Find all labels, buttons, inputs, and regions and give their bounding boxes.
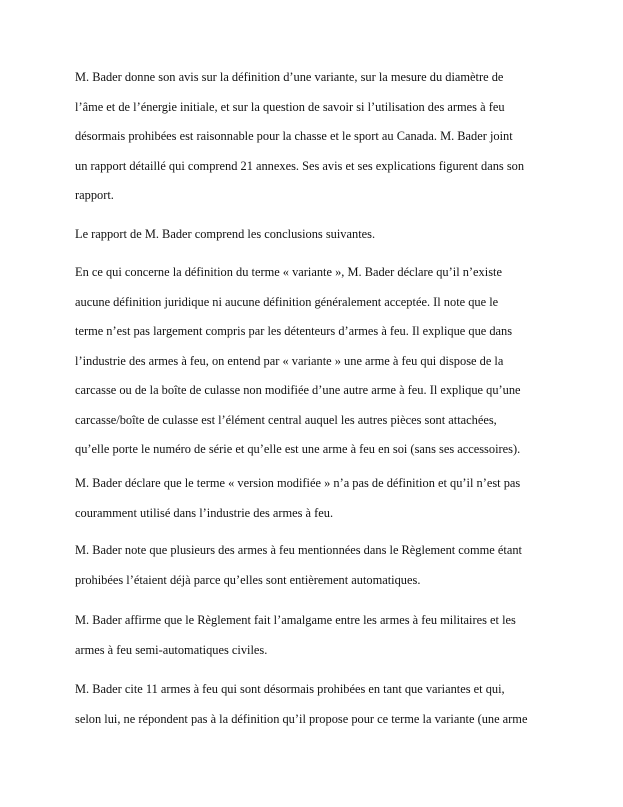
paragraph-military-civilian: [75, 612, 516, 671]
text-line: couramment utilisé dans l’industrie des armes à feu.: [75, 505, 334, 520]
text-line: selon lui, ne répondent pas à la définition qu’il propose pour ce terme la variante (une arme: [75, 711, 528, 726]
text-line: un rapport détaillé qui comprend 21 annexes. Ses avis et ses explications figurent dans son: [75, 158, 525, 173]
text-line: armes à feu semi-automatiques civiles.: [75, 642, 268, 657]
text-line: prohibées l’étaient déjà parce qu’elles sont entièrement automatiques.: [75, 572, 421, 587]
paragraph-eleven-firearms: [75, 681, 527, 740]
text-line: M. Bader déclare que le terme « version modifiée » n’a pas de définition et qu’il n’est pas: [75, 476, 521, 490]
paragraph-variant-definition: [75, 264, 521, 471]
text-line: carcasse/boîte de culasse est l’élément central auquel les autres pièces sont attachées,: [75, 412, 497, 427]
text-line: désormais prohibées est raisonnable pour la chasse et le sport au Canada. M. Bader joint: [75, 129, 513, 143]
text-line: M. Bader affirme que le Règlement fait l’amalgame entre les armes à feu militaires et les: [75, 613, 516, 627]
paragraph-bader-opinion: [75, 69, 524, 217]
text-line: rapport.: [75, 188, 114, 202]
paragraph-fully-automatic: [75, 542, 522, 601]
text-line: M. Bader cite 11 armes à feu qui sont désormais prohibées en tant que variantes et qui,: [75, 682, 505, 696]
text-line: carcasse ou de la boîte de culasse non modifiée d’une autre arme à feu. Il explique qu’une: [75, 383, 521, 397]
text-line: l’industrie des armes à feu, on entend par « variante » une arme à feu qui dispose de la: [75, 353, 504, 368]
text-line: M. Bader donne son avis sur la définition d’une variante, sur la mesure du diamètre de: [75, 70, 504, 84]
paragraph-conclusions-intro: [75, 226, 375, 256]
text-line: l’âme et de l’énergie initiale, et sur la question de savoir si l’utilisation des armes à feu: [75, 99, 505, 114]
text-line: M. Bader note que plusieurs des armes à feu mentionnées dans le Règlement comme étant: [75, 543, 522, 557]
text-line: terme n’est pas largement compris par les détenteurs d’armes à feu. Il explique que dans: [75, 324, 513, 338]
text-line: En ce qui concerne la définition du terme « variante », M. Bader déclare qu’il n’existe: [75, 265, 502, 279]
text-line: qu’elle porte le numéro de série et qu’elle est une arme à feu en soi (sans ses accessoires).: [75, 442, 521, 456]
text-line: aucune définition juridique ni aucune définition généralement acceptée. Il note que le: [75, 294, 499, 309]
text-line: Le rapport de M. Bader comprend les conclusions suivantes.: [75, 227, 376, 241]
paragraph-modified-version: [75, 475, 520, 534]
